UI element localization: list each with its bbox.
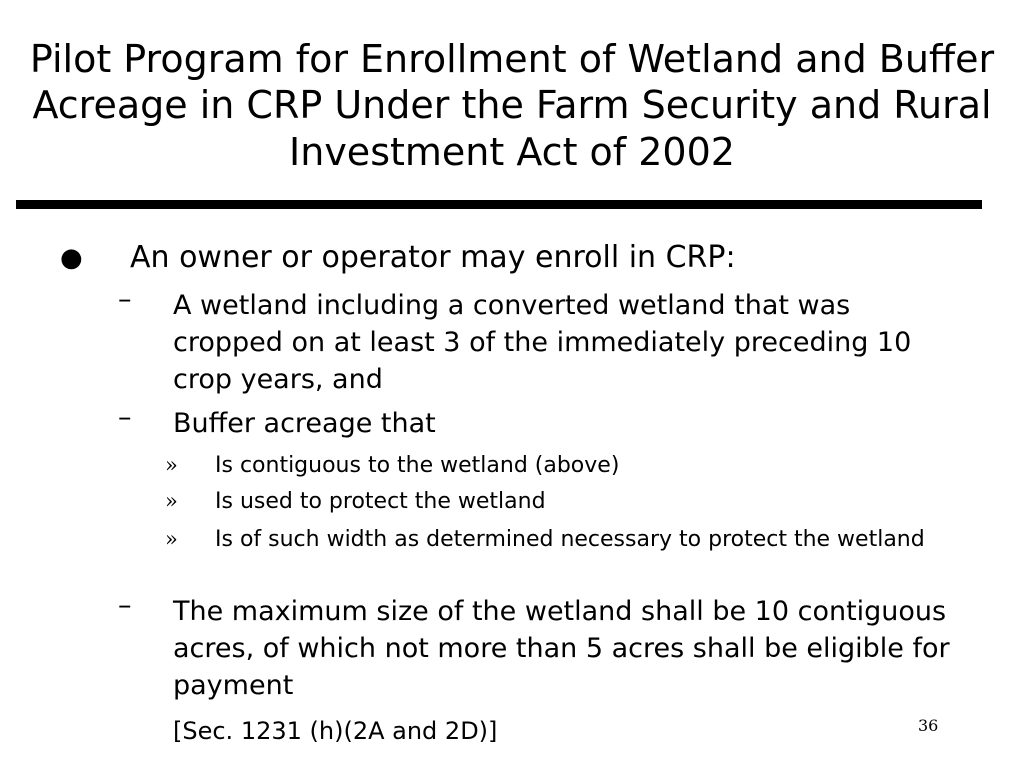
slide-title: Pilot Program for Enrollment of Wetland and Buffer Acreage in CRP Under the Farm Security and Rural Investment Act of 2002 [29, 37, 995, 174]
buffer-item-text: Is used to protect the wetland [215, 489, 546, 514]
dash-icon: – [118, 590, 132, 621]
sub-item-text: The maximum size of the wetland shall be 10 contiguous acres, of which not more than 5 acres shall be eligible for payment [173, 596, 950, 701]
dash-icon: – [118, 284, 132, 315]
main-bullet-text: An owner or operator may enroll in CRP: [130, 240, 736, 275]
citation: [Sec. 1231 (h)(2A and 2D)] [173, 717, 498, 745]
buffer-item-text: Is contiguous to the wetland (above) [215, 453, 620, 478]
double-chevron-icon: » [165, 489, 178, 513]
page-number: 36 [918, 716, 939, 735]
buffer-item-text: Is of such width as determined necessary to protect the wetland [215, 527, 925, 552]
double-chevron-icon: » [165, 453, 178, 477]
title-divider [16, 200, 982, 209]
bullet-dot-icon: ● [60, 243, 83, 273]
sub-item-text: A wetland including a converted wetland that was cropped on at least 3 of the immediately preceding 10 crop years, and [173, 290, 912, 395]
double-chevron-icon: » [165, 527, 178, 551]
dash-icon: – [118, 402, 132, 433]
sub-item-text: Buffer acreage that [173, 408, 436, 439]
